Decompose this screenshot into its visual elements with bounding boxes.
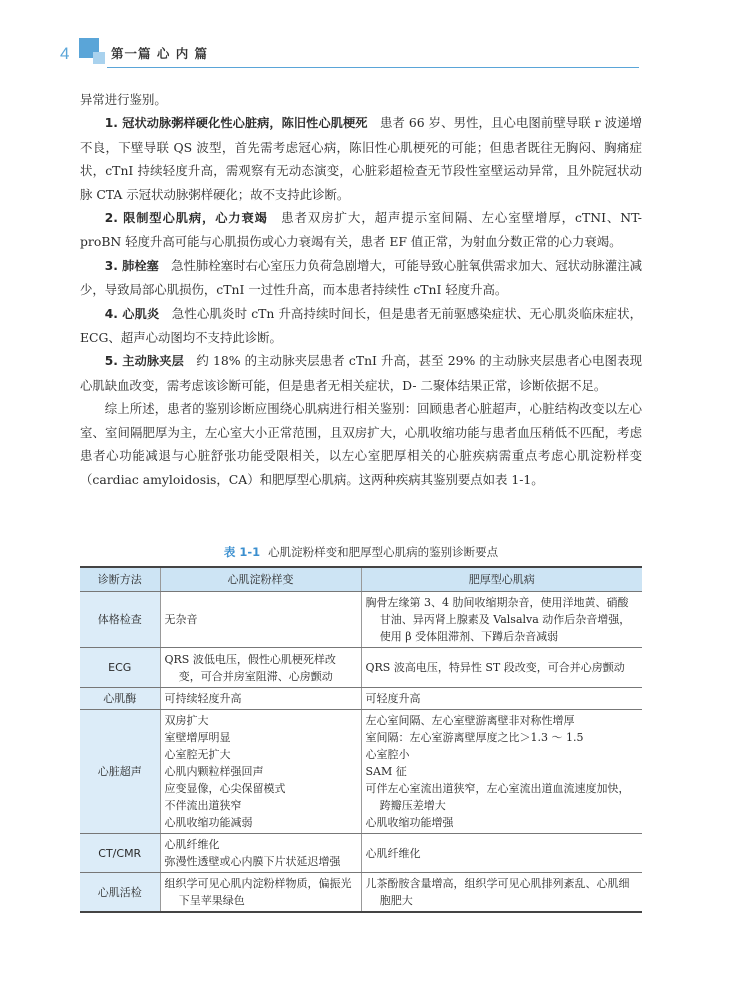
table-row xyxy=(80,592,642,648)
header-method: 诊断方法 xyxy=(80,567,160,592)
table-row xyxy=(80,834,642,873)
ca-cell: 无杂音 xyxy=(160,592,361,648)
ca-cell: 可持续轻度升高 xyxy=(160,688,361,710)
item-heading: 2. 限制型心肌病，心力衰竭 xyxy=(104,211,268,226)
paragraph-item-4: 4. 心肌炎 急性心肌炎时 cTn 升高持续时间长，但是患者无前驱感染症状、无心肌炎临床症状，ECG、超声心动图均不支持此诊断。 xyxy=(80,305,643,346)
body-text xyxy=(80,88,642,491)
hcm-cell: 可轻度升高 xyxy=(361,688,642,710)
chapter-title: 第一篇 心 内 篇 xyxy=(111,46,209,61)
header-rule xyxy=(107,67,639,68)
table-row xyxy=(80,688,642,710)
ca-cell: 心肌纤维化 弥漫性透壁或心内膜下片状延迟增强 xyxy=(160,834,361,873)
paragraph-item-5: 5. 主动脉夹层 约 18% 的主动脉夹层患者 cTnI 升高，甚至 29% 的主动脉夹层患者心电图表现心肌缺血改变，需考虑该诊断可能，但是患者无相关症状，D- 二聚体结果正常，诊断依据不足。 xyxy=(80,353,642,393)
page-header xyxy=(0,0,730,75)
differential-table xyxy=(80,566,642,913)
hcm-cell: 左心室间隔、左心室壁游离壁非对称性增厚 室间隔：左心室游离壁厚度之比＞1.3 ～ 1.5 心室腔小 SAM 征 可伴左心室流出道狭窄，左心室流出道血流速度加快，跨瓣压差增大 心肌收缩功能增强 xyxy=(361,710,642,834)
paragraph-item-3: 3. 肺栓塞 急性肺栓塞时右心室压力负荷急剧增大，可能导致心脏氧供需求加大、冠状动脉灌注减少，导致局部心肌损伤，cTnI 一过性升高，而本患者持续性 cTnI 轻度升高。 xyxy=(80,257,642,298)
table-row xyxy=(80,873,642,913)
method-cell: ECG xyxy=(80,648,160,688)
item-heading: 3. 肺栓塞 xyxy=(104,258,159,273)
page-number: 4 xyxy=(60,44,70,63)
paragraph-item-1: 1. 冠状动脉粥样硬化性心脏病，陈旧性心肌梗死 患者 66 岁、男性，且心电图前壁导联 r 波递增不良，下壁导联 QS 波型，首先需考虑冠心病，陈旧性心肌梗死的可能；但患者既往无胸闷、胸痛症状，cTnI 持续轻度升高，需观察有无动态演变，心脏彩超检查无节段性室壁运动异常，且外院冠状动脉 CTA 示冠状动脉粥样硬化；故不支持此诊断。 xyxy=(80,115,642,202)
item-heading: 4. 心肌炎 xyxy=(104,306,160,321)
table-row xyxy=(80,648,642,688)
table-row xyxy=(80,710,642,834)
ca-cell: QRS 波低电压，假性心肌梗死样改变，可合并房室阻滞、心房颤动 xyxy=(160,648,361,688)
paragraph-continuation: 异常进行鉴别。 xyxy=(80,92,167,107)
ca-cell: 组织学可见心肌内淀粉样物质，偏振光下呈苹果绿色 xyxy=(160,873,361,913)
table-caption xyxy=(80,544,642,560)
method-cell: 心脏超声 xyxy=(80,710,160,834)
hcm-cell: 心肌纤维化 xyxy=(361,834,642,873)
table-title: 心肌淀粉样变和肥厚型心肌病的鉴别诊断要点 xyxy=(268,545,499,559)
hcm-cell: QRS 波高电压，特异性 ST 段改变，可合并心房颤动 xyxy=(361,648,642,688)
hcm-cell: 胸骨左缘第 3、4 肋间收缩期杂音，使用洋地黄、硝酸甘油、异丙肾上腺素及 Valsalva 动作后杂音增强，使用 β 受体阻滞剂、下蹲后杂音减弱 xyxy=(361,592,642,648)
table-header-row xyxy=(80,567,642,592)
header-decor-square-light xyxy=(93,52,105,64)
method-cell: 心肌酶 xyxy=(80,688,160,710)
ca-cell: 双房扩大 室壁增厚明显 心室腔无扩大 心肌内颗粒样强回声 应变显像，心尖保留模式 不伴流出道狭窄 心肌收缩功能减弱 xyxy=(160,710,361,834)
item-heading: 1. 冠状动脉粥样硬化性心脏病，陈旧性心肌梗死 xyxy=(104,116,368,131)
method-cell: CT/CMR xyxy=(80,834,160,873)
hcm-cell: 儿茶酚胺含量增高，组织学可见心肌排列紊乱、心肌细胞肥大 xyxy=(361,873,642,913)
method-cell: 体格检查 xyxy=(80,592,160,648)
paragraph-item-2: 2. 限制型心肌病，心力衰竭 患者双房扩大，超声提示室间隔、左心室壁增厚，cTNI、NT-proBN 轻度升高可能与心肌损伤或心力衰竭有关，患者 EF 值正常，为射血分数正常的心力衰竭。 xyxy=(80,210,642,250)
header-hcm: 肥厚型心肌病 xyxy=(361,567,642,592)
table-number: 表 1-1 xyxy=(223,545,261,559)
paragraph-summary: 综上所述，患者的鉴别诊断应围绕心肌病进行相关鉴别：回顾患者心脏超声，心脏结构改变以左心室、室间隔肥厚为主，左心室大小正常范围，且双房扩大，心肌收缩功能与患者血压稍低不匹配，考虑患者心功能减退与心脏舒张功能受限相关，以左心室肥厚相关的心脏疾病需重点考虑心肌淀粉样变（cardiac amyloidosis，CA）和肥厚型心肌病。这两种疾病其鉴别要点如表 1-1。 xyxy=(80,401,642,487)
item-heading: 5. 主动脉夹层 xyxy=(104,354,184,369)
method-cell: 心肌活检 xyxy=(80,873,160,913)
header-ca: 心肌淀粉样变 xyxy=(160,567,361,592)
